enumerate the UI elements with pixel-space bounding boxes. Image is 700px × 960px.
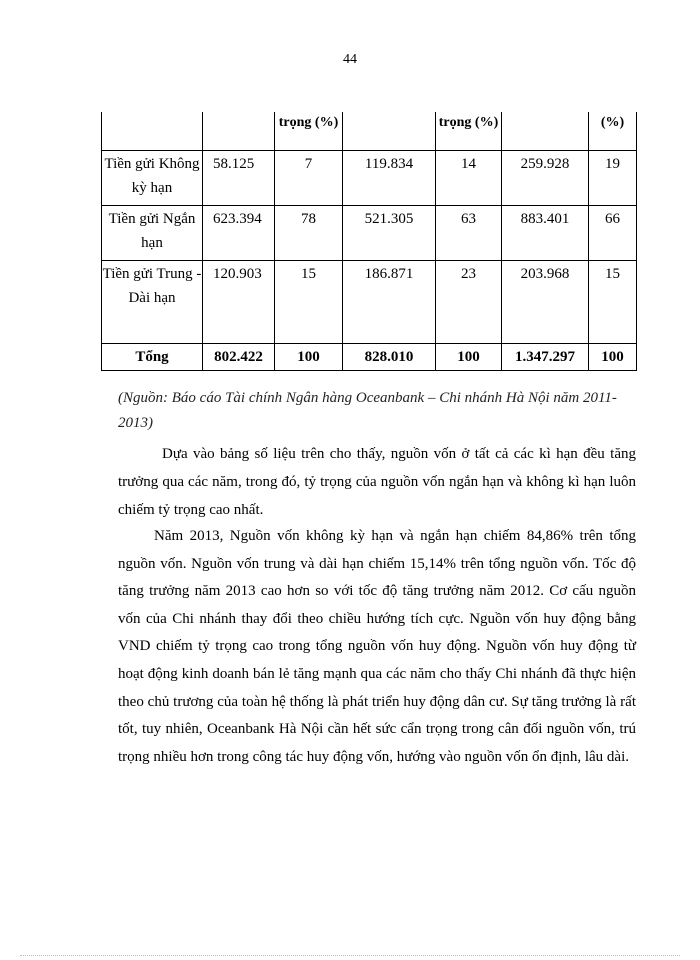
page-bottom-rule — [20, 955, 680, 956]
table-total-row — [102, 343, 637, 370]
table-cell: 119.834 — [343, 150, 436, 205]
table-cell: 203.968 — [502, 260, 589, 343]
header-cell: (%) — [589, 112, 637, 150]
table-cell: 186.871 — [343, 260, 436, 343]
table-cell: 58.125 — [203, 150, 275, 205]
table-cell: 100 — [436, 343, 502, 370]
table-cell: 15 — [589, 260, 637, 343]
page-number: 44 — [343, 52, 357, 67]
table-cell: 66 — [589, 205, 637, 260]
header-cell — [502, 112, 589, 150]
table-cell: 802.422 — [203, 343, 275, 370]
table-cell: 78 — [275, 205, 343, 260]
table-header-row — [102, 112, 637, 150]
row-label: Tiền gửi Không kỳ hạn — [102, 150, 203, 205]
table-cell: 23 — [436, 260, 502, 343]
capital-structure-table — [101, 112, 637, 371]
table-cell: 63 — [436, 205, 502, 260]
table-cell: 883.401 — [502, 205, 589, 260]
table-row — [102, 260, 637, 343]
table-cell: 828.010 — [343, 343, 436, 370]
row-label: Tiền gửi Trung - Dài hạn — [102, 260, 203, 343]
table-cell: 120.903 — [203, 260, 275, 343]
table-cell: 19 — [589, 150, 637, 205]
table-cell: 1.347.297 — [502, 343, 589, 370]
table-cell: 259.928 — [502, 150, 589, 205]
table-cell: 15 — [275, 260, 343, 343]
table-cell: 100 — [275, 343, 343, 370]
table-row — [102, 205, 637, 260]
table-cell: 623.394 — [203, 205, 275, 260]
paragraph: Dựa vào bảng số liệu trên cho thấy, nguồn vốn ở tất cả các kì hạn đều tăng trưởng qua các năm, trong đó, tỷ trọng của nguồn vốn ngắn hạn và không kì hạn luôn chiếm tỷ trọng cao nhất. — [118, 446, 636, 518]
paragraph: Năm 2013, Nguồn vốn không kỳ hạn và ngắn hạn chiếm 84,86% trên tổng nguồn vốn. Nguồn vốn trung và dài hạn chiếm 15,14% trên tổng nguồn vốn. Tốc độ tăng trưởng năm 2013 cao hơn so với tốc độ tăng trưởng năm 2012. Cơ cấu nguồn vốn của Chi nhánh thay đổi theo chiều hướng tích cực. Nguồn vốn huy động bằng VND chiếm tỷ trọng cao trong tổng nguồn vốn huy động. Nguồn vốn huy động từ hoạt động kinh doanh bán lẻ tăng mạnh qua các năm cho thấy Chi nhánh đã thực hiện theo chủ trương của toàn hệ thống là phát triển huy động dân cư. Sự tăng trưởng là rất tốt, tuy nhiên, Oceanbank Hà Nội cần hết sức cẩn trọng trong cân đối nguồn vốn, trú trọng nhiều hơn trong công tác huy động vốn, hướng vào nguồn vốn ổn định, lâu dài. — [118, 528, 636, 765]
table-row — [102, 150, 637, 205]
table-cell: 100 — [589, 343, 637, 370]
table-cell: 14 — [436, 150, 502, 205]
header-cell — [102, 112, 203, 150]
header-cell — [203, 112, 275, 150]
table-cell: 521.305 — [343, 205, 436, 260]
header-cell: trọng (%) — [275, 112, 343, 150]
table-cell: 7 — [275, 150, 343, 205]
header-cell — [343, 112, 436, 150]
row-label: Tiền gửi Ngắn hạn — [102, 205, 203, 260]
header-cell: trọng (%) — [436, 112, 502, 150]
total-label: Tổng — [102, 343, 203, 370]
table-source-note: (Nguồn: Báo cáo Tài chính Ngân hàng Oceanbank – Chi nhánh Hà Nội năm 2011-2013) — [118, 390, 617, 431]
